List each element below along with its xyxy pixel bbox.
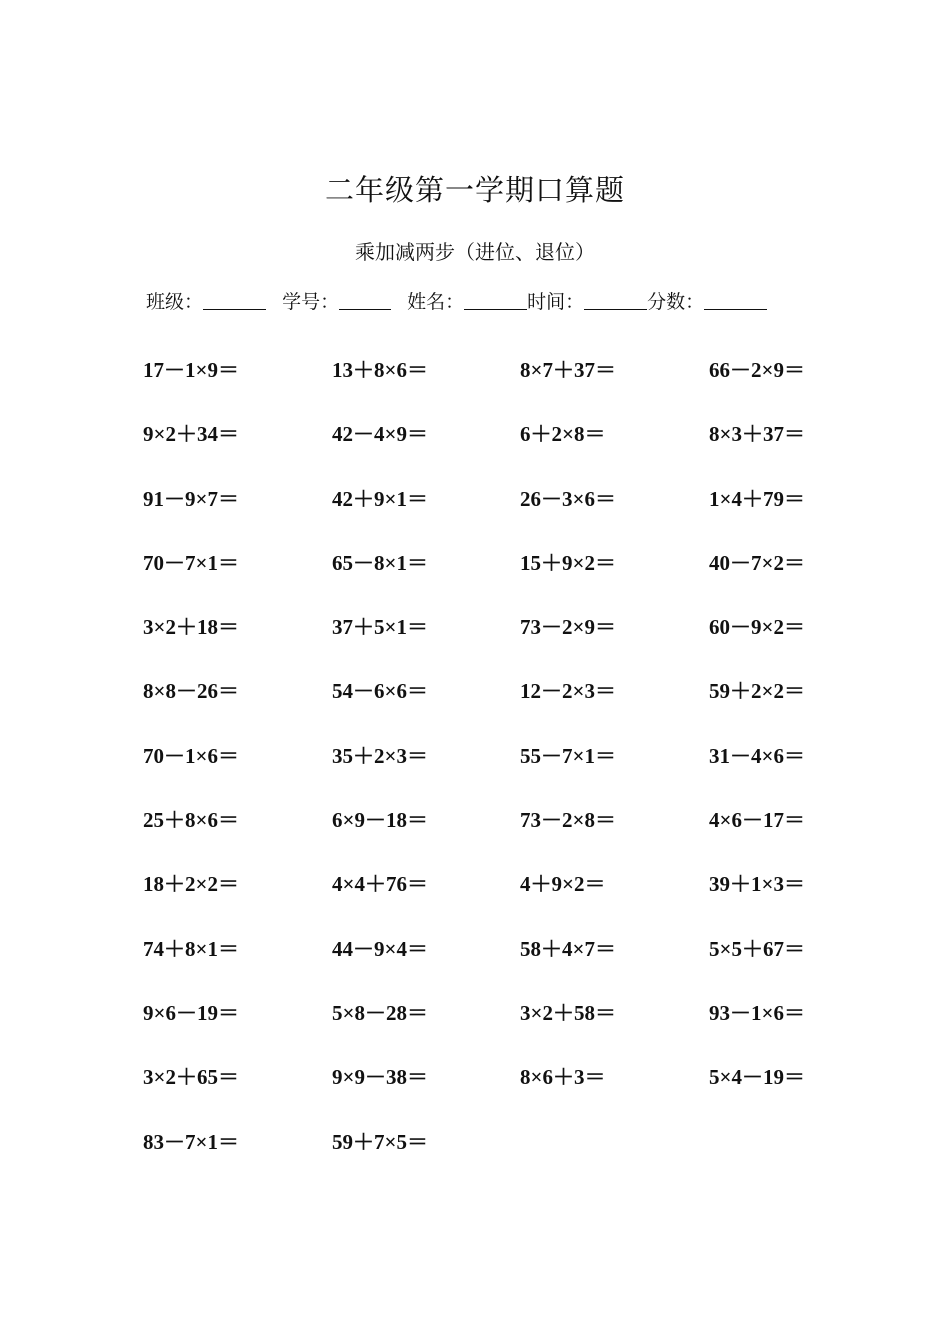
problem-item: 9×6－19＝ xyxy=(143,1000,239,1025)
problem-item: 4×4＋76＝ xyxy=(332,872,428,897)
problem-item: 8×8－26＝ xyxy=(143,679,239,704)
worksheet-subtitle: 乘加减两步（进位、退位） xyxy=(355,240,595,264)
score-label: 分数： xyxy=(647,291,705,313)
problem-item: 66－2×9＝ xyxy=(709,358,805,382)
problem-item: 4×6－17＝ xyxy=(709,808,805,833)
problem-item: 1×4＋79＝ xyxy=(709,486,805,511)
problem-item: 26－3×6＝ xyxy=(520,486,616,511)
problem-item: 44－9×4＝ xyxy=(332,936,428,961)
name-blank[interactable] xyxy=(464,289,527,310)
worksheet-title: 二年级第一学期口算题 xyxy=(324,173,625,207)
problem-grid xyxy=(143,350,863,1186)
problem-item: 6＋2×8＝ xyxy=(520,422,606,447)
problem-item: 31－4×6＝ xyxy=(709,743,805,768)
problem-item: 4＋9×2＝ xyxy=(520,872,606,897)
problem-item: 5×8－28＝ xyxy=(332,1000,428,1025)
problem-item: 42＋9×1＝ xyxy=(332,486,428,511)
student-number-label: 学号： xyxy=(282,291,340,313)
problem-item: 70－7×1＝ xyxy=(143,550,239,575)
problem-item: 40－7×2＝ xyxy=(709,550,805,575)
problem-item: 55－7×1＝ xyxy=(520,743,616,768)
student-number-blank[interactable] xyxy=(339,289,391,310)
problem-item: 73－2×8＝ xyxy=(520,808,616,833)
problem-item: 83－7×1＝ xyxy=(143,1129,239,1154)
time-blank[interactable] xyxy=(584,289,647,310)
class-blank[interactable] xyxy=(203,289,266,310)
problem-item: 59＋2×2＝ xyxy=(709,679,805,704)
problem-item: 13＋8×6＝ xyxy=(332,358,428,382)
problem-item: 6×9－18＝ xyxy=(332,808,428,833)
name-label: 姓名： xyxy=(407,291,465,313)
problem-item: 9×9－38＝ xyxy=(332,1065,428,1090)
problem-item: 3×2＋18＝ xyxy=(143,615,239,640)
problem-item: 39＋1×3＝ xyxy=(709,872,805,897)
time-label: 时间： xyxy=(527,291,585,313)
problem-item: 8×7＋37＝ xyxy=(520,358,616,382)
problem-item: 91－9×7＝ xyxy=(143,486,239,511)
problem-item: 65－8×1＝ xyxy=(332,550,428,575)
problem-item: 74＋8×1＝ xyxy=(143,936,239,961)
problem-item: 37＋5×1＝ xyxy=(332,615,428,640)
problem-item: 58＋4×7＝ xyxy=(520,936,616,961)
problem-item: 18＋2×2＝ xyxy=(143,872,239,897)
student-info-row xyxy=(146,287,767,314)
problem-item: 42－4×9＝ xyxy=(332,422,428,447)
problem-item: 54－6×6＝ xyxy=(332,679,428,704)
problem-item: 3×2＋58＝ xyxy=(520,1000,616,1025)
problem-item: 25＋8×6＝ xyxy=(143,808,239,833)
problem-item: 93－1×6＝ xyxy=(709,1000,805,1025)
class-label: 班级： xyxy=(146,291,204,313)
problem-item: 12－2×3＝ xyxy=(520,679,616,704)
problem-item: 8×3＋37＝ xyxy=(709,422,805,447)
problem-item: 70－1×6＝ xyxy=(143,743,239,768)
problem-item: 15＋9×2＝ xyxy=(520,550,616,575)
problem-item: 60－9×2＝ xyxy=(709,615,805,640)
problem-item: 17－1×9＝ xyxy=(143,358,239,382)
problem-item: 8×6＋3＝ xyxy=(520,1065,606,1090)
problem-item: 59＋7×5＝ xyxy=(332,1129,428,1154)
score-blank[interactable] xyxy=(704,289,767,310)
problem-item: 5×5＋67＝ xyxy=(709,936,805,961)
problem-item: 9×2＋34＝ xyxy=(143,422,239,447)
problem-item: 5×4－19＝ xyxy=(709,1065,805,1090)
problem-item: 35＋2×3＝ xyxy=(332,743,428,768)
problem-item: 73－2×9＝ xyxy=(520,615,616,640)
problem-item: 3×2＋65＝ xyxy=(143,1065,239,1090)
